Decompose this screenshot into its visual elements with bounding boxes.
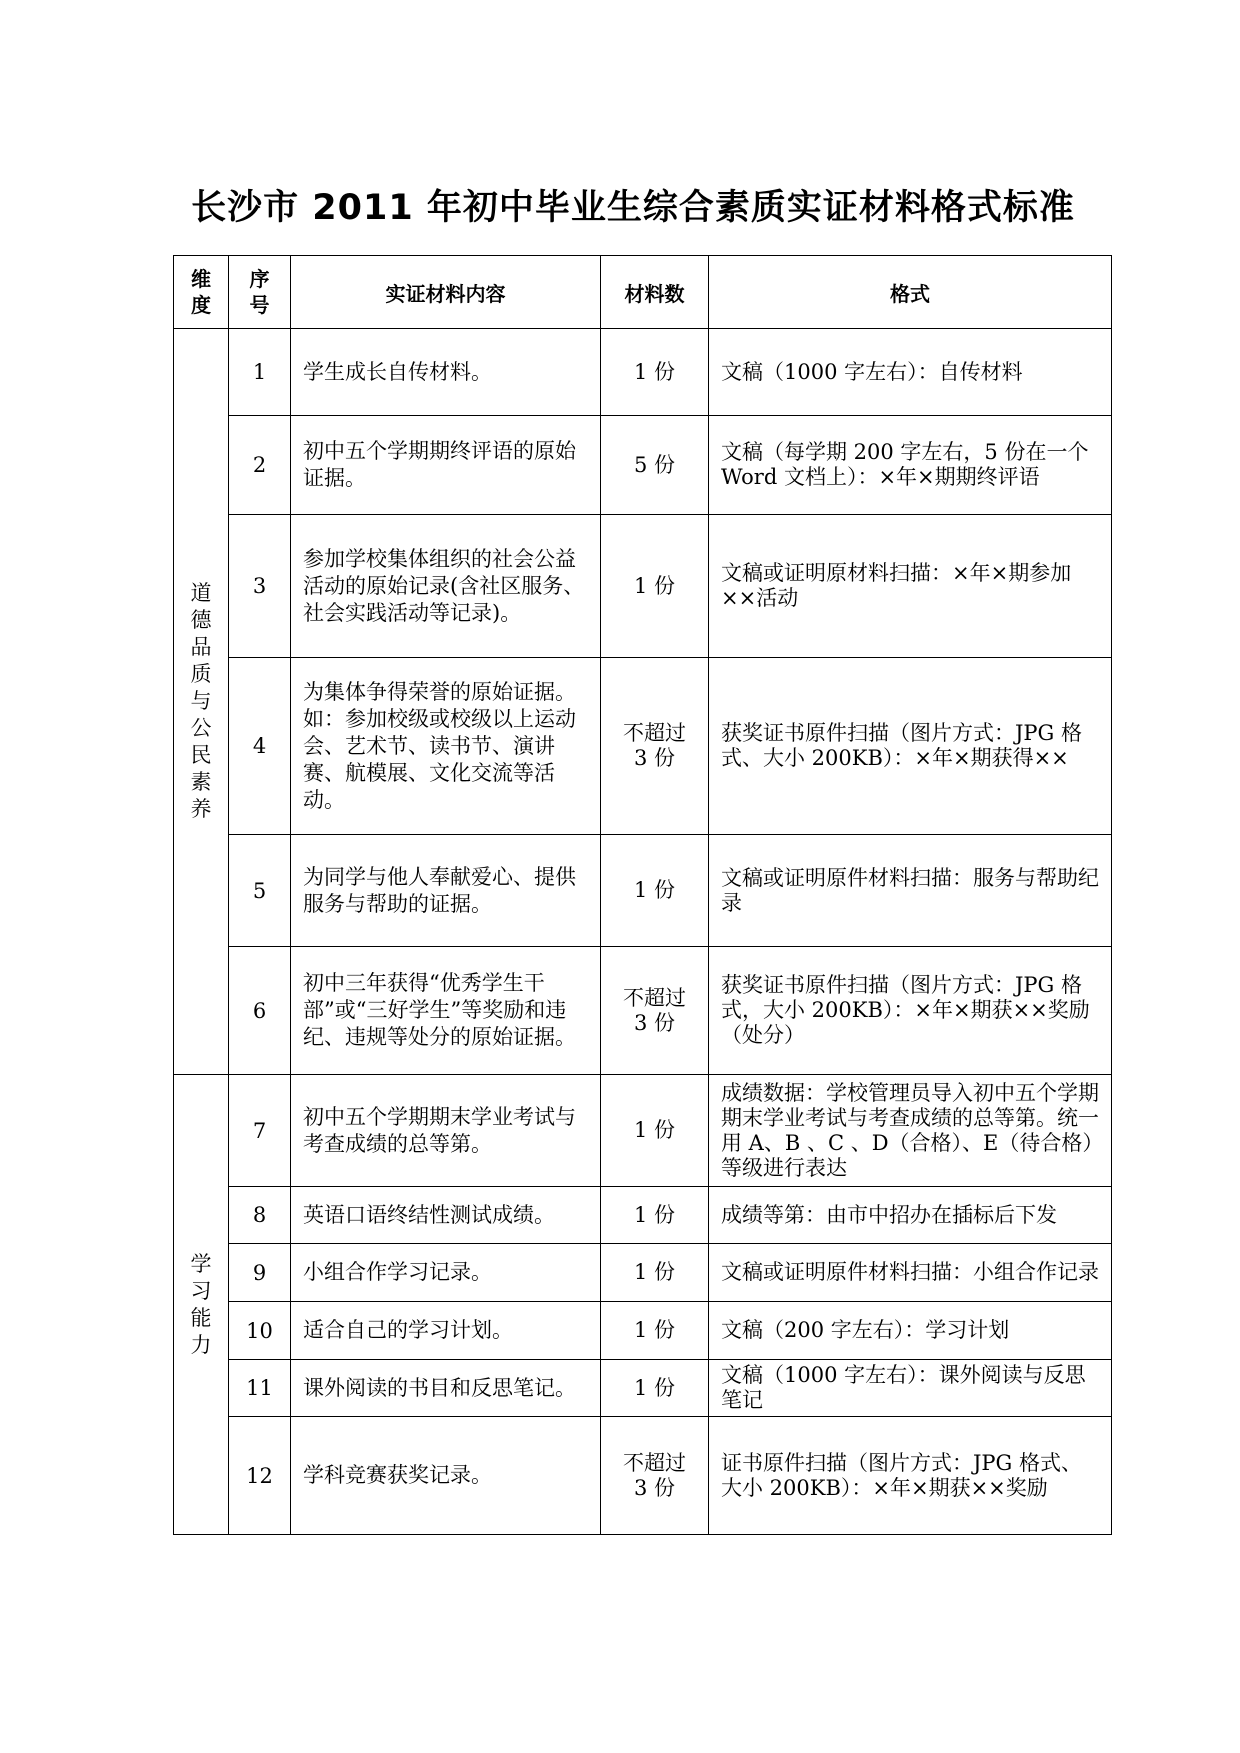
content-cell: 学科竞赛获奖记录。 [291, 1417, 601, 1535]
content-cell: 学生成长自传材料。 [291, 329, 601, 416]
table-row [174, 515, 1112, 658]
seq-cell: 4 [229, 658, 291, 835]
content-cell: 初中五个学期期终评语的原始证据。 [291, 416, 601, 515]
table-row [174, 416, 1112, 515]
format-cell: 文稿或证明原件材料扫描：服务与帮助纪录 [709, 835, 1112, 947]
content-cell: 课外阅读的书目和反思笔记。 [291, 1360, 601, 1417]
content-cell: 小组合作学习记录。 [291, 1244, 601, 1302]
format-cell: 获奖证书原件扫描（图片方式：JPG 格式、大小 200KB）：×年×期获得×× [709, 658, 1112, 835]
format-cell: 证书原件扫描（图片方式：JPG 格式、大小 200KB）：×年×期获××奖励 [709, 1417, 1112, 1535]
count-cell: 1 份 [601, 1244, 709, 1302]
count-cell: 1 份 [601, 1302, 709, 1360]
content-cell: 参加学校集体组织的社会公益活动的原始记录(含社区服务、社会实践活动等记录)。 [291, 515, 601, 658]
seq-cell: 6 [229, 947, 291, 1075]
header-content: 实证材料内容 [291, 256, 601, 329]
count-cell: 不超过 3 份 [601, 1417, 709, 1535]
count-cell: 5 份 [601, 416, 709, 515]
content-cell: 英语口语终结性测试成绩。 [291, 1187, 601, 1244]
count-cell: 1 份 [601, 1187, 709, 1244]
content-cell: 初中五个学期期末学业考试与考查成绩的总等第。 [291, 1075, 601, 1187]
format-cell: 文稿或证明原材料扫描：×年×期参加××活动 [709, 515, 1112, 658]
count-cell: 1 份 [601, 329, 709, 416]
format-cell: 成绩数据：学校管理员导入初中五个学期期末学业考试与考查成绩的总等第。统一用 A、B 、C 、D（合格）、E（待合格）等级进行表达 [709, 1075, 1112, 1187]
header-seq: 序号 [229, 256, 291, 329]
count-cell: 1 份 [601, 835, 709, 947]
seq-cell: 5 [229, 835, 291, 947]
table-row [174, 1360, 1112, 1417]
header-count: 材料数 [601, 256, 709, 329]
content-cell: 适合自己的学习计划。 [291, 1302, 601, 1360]
seq-cell: 10 [229, 1302, 291, 1360]
count-cell: 1 份 [601, 1360, 709, 1417]
header-dimension: 维度 [174, 256, 229, 329]
format-cell: 文稿（每学期 200 字左右，5 份在一个 Word 文档上）：×年×期期终评语 [709, 416, 1112, 515]
header-format: 格式 [709, 256, 1112, 329]
table-row [174, 835, 1112, 947]
table-header-row [174, 256, 1112, 329]
format-cell: 文稿或证明原件材料扫描：小组合作记录 [709, 1244, 1112, 1302]
table-row [174, 329, 1112, 416]
format-cell: 成绩等第：由市中招办在插标后下发 [709, 1187, 1112, 1244]
count-cell: 1 份 [601, 1075, 709, 1187]
dimension-cell-moral: 道德品质与公民素养 [174, 329, 229, 1075]
seq-cell: 1 [229, 329, 291, 416]
table-row [174, 1302, 1112, 1360]
seq-cell: 7 [229, 1075, 291, 1187]
table-row [174, 1075, 1112, 1187]
content-cell: 为同学与他人奉献爱心、提供服务与帮助的证据。 [291, 835, 601, 947]
page-title: 长沙市 2011 年初中毕业生综合素质实证材料格式标准 [191, 188, 1075, 228]
table-row [174, 1417, 1112, 1535]
table-row [174, 947, 1112, 1075]
seq-cell: 9 [229, 1244, 291, 1302]
format-cell: 文稿（1000 字左右）：课外阅读与反思笔记 [709, 1360, 1112, 1417]
table-row [174, 658, 1112, 835]
format-cell: 文稿（1000 字左右）：自传材料 [709, 329, 1112, 416]
format-cell: 文稿（200 字左右）：学习计划 [709, 1302, 1112, 1360]
count-cell: 不超过 3 份 [601, 658, 709, 835]
count-cell: 不超过 3 份 [601, 947, 709, 1075]
seq-cell: 3 [229, 515, 291, 658]
seq-cell: 12 [229, 1417, 291, 1535]
table-row [174, 1244, 1112, 1302]
format-cell: 获奖证书原件扫描（图片方式：JPG 格式，大小 200KB）：×年×期获××奖励（处分） [709, 947, 1112, 1075]
standards-table [173, 255, 1112, 1535]
count-cell: 1 份 [601, 515, 709, 658]
seq-cell: 11 [229, 1360, 291, 1417]
seq-cell: 2 [229, 416, 291, 515]
table-row [174, 1187, 1112, 1244]
dimension-cell-learning: 学习能力 [174, 1075, 229, 1535]
seq-cell: 8 [229, 1187, 291, 1244]
content-cell: 初中三年获得“优秀学生干部”或“三好学生”等奖励和违纪、违规等处分的原始证据。 [291, 947, 601, 1075]
content-cell: 为集体争得荣誉的原始证据。如：参加校级或校级以上运动会、艺术节、读书节、演讲赛、航模展、文化交流等活动。 [291, 658, 601, 835]
